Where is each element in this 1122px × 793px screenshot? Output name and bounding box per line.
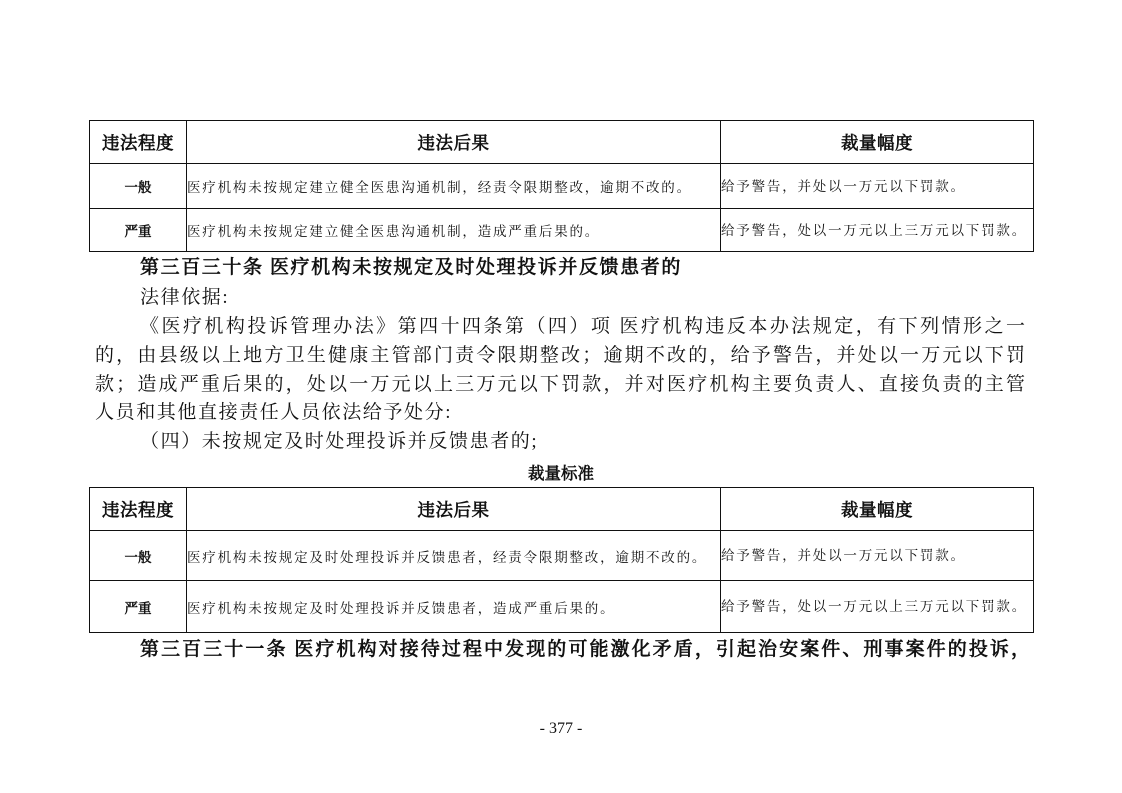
legal-basis-line: 人员和其他直接责任人员依法给予处分: xyxy=(95,402,453,423)
consequence-cell: 医疗机构未按规定及时处理投诉并反馈患者，经责令限期整改，逾期不改的。 xyxy=(187,531,721,581)
severity-cell: 严重 xyxy=(90,581,187,633)
table-row xyxy=(90,581,1034,633)
legal-basis-label: 法律依据: xyxy=(140,287,230,308)
penalty-cell: 给予警告，处以一万元以上三万元以下罚款。 xyxy=(721,581,1034,633)
penalty-cell: 给予警告，并处以一万元以下罚款。 xyxy=(721,164,1034,209)
header-severity: 违法程度 xyxy=(90,488,187,531)
legal-basis-line: 的，由县级以上地方卫生健康主管部门责令限期整改；逾期不改的，给予警告，并处以一万元以下罚 xyxy=(95,345,1025,366)
table-header-row xyxy=(90,121,1034,164)
severity-cell: 严重 xyxy=(90,209,187,252)
header-penalty-range: 裁量幅度 xyxy=(721,488,1034,531)
consequence-cell: 医疗机构未按规定及时处理投诉并反馈患者，造成严重后果的。 xyxy=(187,581,721,633)
table-row xyxy=(90,531,1034,581)
standard-title: 裁量标准 xyxy=(528,465,594,483)
penalty-cell: 给予警告，处以一万元以上三万元以下罚款。 xyxy=(721,209,1034,252)
penalty-cell: 给予警告，并处以一万元以下罚款。 xyxy=(721,531,1034,581)
table-row xyxy=(90,164,1034,209)
header-consequence: 违法后果 xyxy=(187,121,721,164)
article-330-heading: 第三百三十条 医疗机构未按规定及时处理投诉并反馈患者的 xyxy=(140,257,682,278)
header-penalty-range: 裁量幅度 xyxy=(721,121,1034,164)
header-consequence: 违法后果 xyxy=(187,488,721,531)
severity-cell: 一般 xyxy=(90,164,187,209)
legal-basis-line: 款；造成严重后果的，处以一万元以上三万元以下罚款，并对医疗机构主要负责人、直接负责的主管 xyxy=(95,374,1025,395)
table-header-row xyxy=(90,488,1034,531)
page-number: - 377 - xyxy=(539,720,583,737)
consequence-cell: 医疗机构未按规定建立健全医患沟通机制，造成严重后果的。 xyxy=(187,209,721,252)
table-row xyxy=(90,209,1034,252)
legal-basis-line: 《医疗机构投诉管理办法》第四十四条第（四）项 医疗机构违反本办法规定，有下列情形之一 xyxy=(140,316,1025,337)
legal-basis-item: （四）未按规定及时处理投诉并反馈患者的; xyxy=(140,431,539,452)
penalty-table-330 xyxy=(89,487,1034,633)
penalty-table-top xyxy=(89,120,1034,252)
severity-cell: 一般 xyxy=(90,531,187,581)
consequence-cell: 医疗机构未按规定建立健全医患沟通机制，经责令限期整改，逾期不改的。 xyxy=(187,164,721,209)
article-331-heading: 第三百三十一条 医疗机构对接待过程中发现的可能激化矛盾，引起治安案件、刑事案件的投诉， xyxy=(140,639,1030,660)
header-severity: 违法程度 xyxy=(90,121,187,164)
